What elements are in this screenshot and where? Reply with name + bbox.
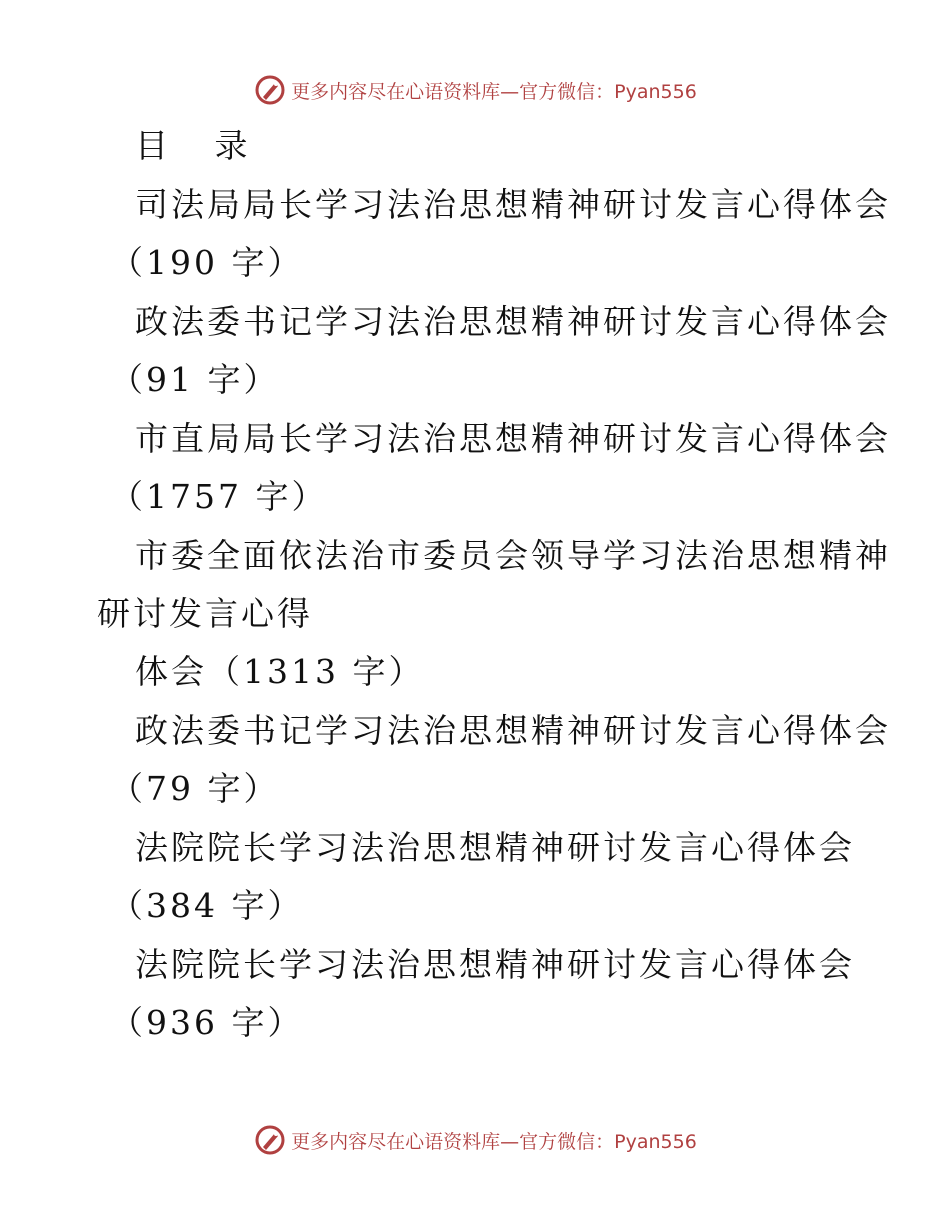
toc-entry-5-count: （79 字） [110, 769, 280, 808]
toc-entry-7-count: （936 字） [110, 1003, 304, 1042]
toc-entry-6-title: 法院院长学习法治思想精神研讨发言心得体会 [135, 828, 855, 867]
toc-entry-1-title: 司法局局长学习法治思想精神研讨发言心得体会 [135, 185, 891, 224]
toc-entry-5-title: 政法委书记学习法治思想精神研讨发言心得体会 [135, 711, 891, 750]
toc-entry-4-title-line3: 体会（1313 字） [135, 652, 425, 691]
toc-entry-2-count: （91 字） [110, 360, 280, 399]
toc-title: 目 录 [135, 126, 266, 165]
watermark-text: 更多内容尽在心语资料库—官方微信：Pyan556 [291, 80, 697, 103]
toc-entry-3-title: 市直局局长学习法治思想精神研讨发言心得体会 [135, 419, 891, 458]
pen-nib-icon [253, 1123, 287, 1157]
toc-entry-6-count: （384 字） [110, 886, 304, 925]
pen-nib-icon [253, 73, 287, 107]
watermark-text: 更多内容尽在心语资料库—官方微信：Pyan556 [291, 1130, 697, 1153]
toc-entry-7-title: 法院院长学习法治思想精神研讨发言心得体会 [135, 945, 855, 984]
toc-entry-4-title-line2: 研讨发言心得 [97, 594, 313, 633]
header-watermark [0, 70, 950, 110]
toc-entry-3-count: （1757 字） [110, 477, 328, 516]
footer-watermark [0, 1120, 950, 1160]
toc-entry-1-count: （190 字） [110, 243, 304, 282]
toc-entry-2-title: 政法委书记学习法治思想精神研讨发言心得体会 [135, 302, 891, 341]
toc-entry-4-title-line1: 市委全面依法治市委员会领导学习法治思想精神 [135, 536, 891, 575]
